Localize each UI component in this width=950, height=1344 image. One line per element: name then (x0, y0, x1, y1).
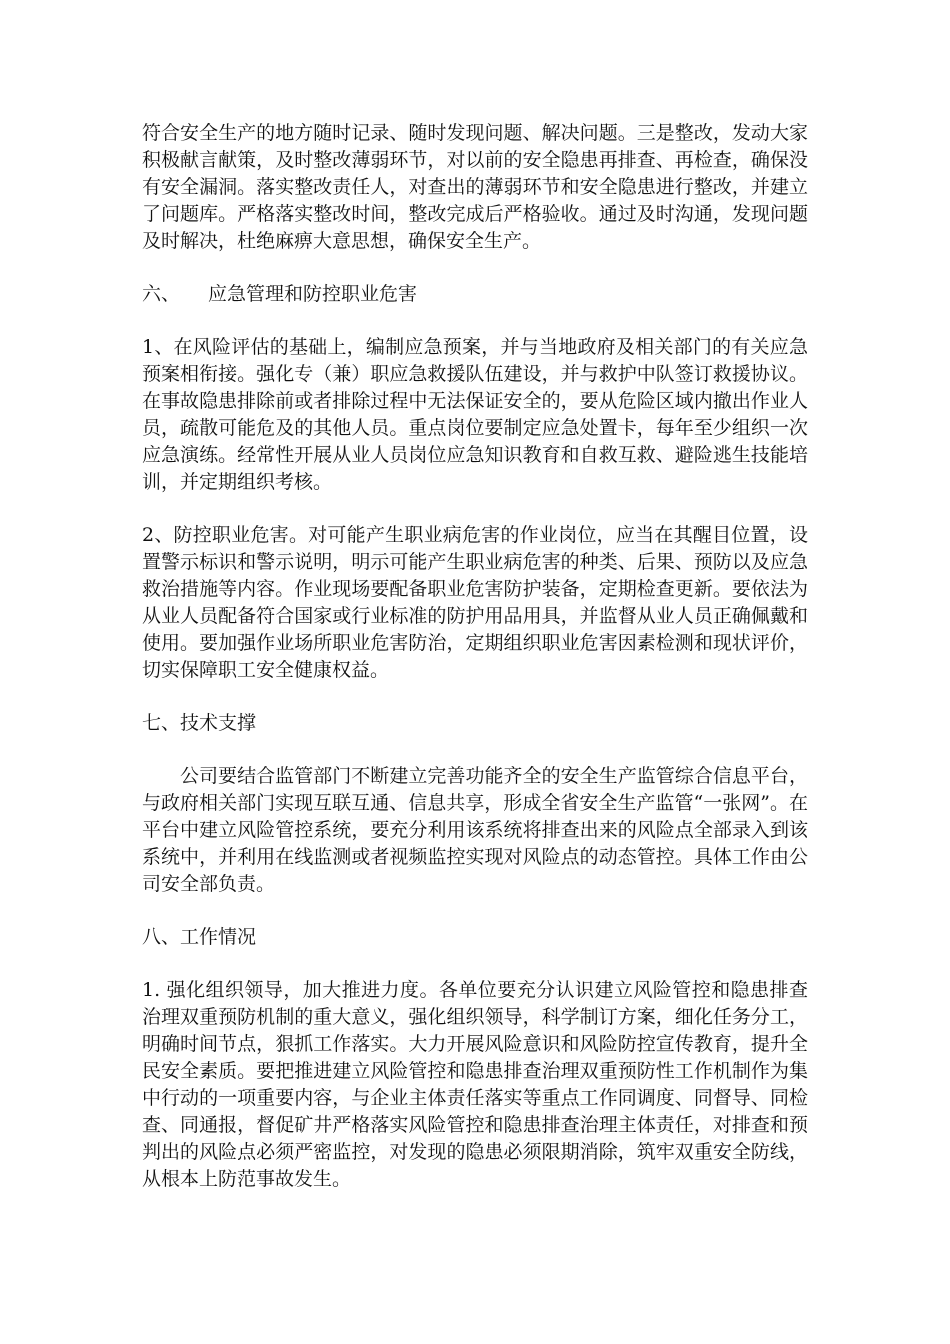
section-title: 工作情况 (180, 926, 257, 948)
document-page (142, 120, 808, 1219)
section-title: 技术支撑 (180, 712, 257, 734)
paragraph-emergency-plan: 1、在风险评估的基础上，编制应急预案，并与当地政府及相关部门的有关应急预案相衔接。强化专（兼）职应急救援队伍建设，并与救护中队签订救援协议。在事故隐患排除前或者排除过程中无法保证安全的，要从危险区域内撤出作业人员，疏散可能危及的其他人员。重点岗位要制定应急处置卡，每年至少组织一次应急演练。经常性开展从业人员岗位应急知识教育和自救互救、避险逃生技能培训，并定期组织考核。 (142, 336, 808, 493)
paragraph-technical-support: 公司要结合监管部门不断建立完善功能齐全的安全生产监管综合信息平台，与政府相关部门实现互联互通、信息共享，形成全省安全生产监管“一张网”。在平台中建立风险管控系统，要充分利用该系统将排查出来的风险点全部录入到该系统中，并利用在线监测或者视频监控实现对风险点的动态管控。具体工作由公司安全部负责。 (142, 765, 808, 895)
section-number: 八、 (142, 926, 181, 948)
paragraph-occupational-hazard: 2、防控职业危害。对可能产生职业病危害的作业岗位，应当在其醒目位置，设置警示标识和警示说明，明示可能产生职业病危害的种类、后果、预防以及应急救治措施等内容。作业现场要配备职业危害防护装备，定期检查更新。要依法为从业人员配备符合国家或行业标准的防护用品用具，并监督从业人员正确佩戴和使用。要加强作业场所职业危害防治，定期组织职业危害因素检测和现状评价，切实保障职工安全健康权益。 (142, 524, 808, 681)
section-heading-8 (142, 924, 808, 951)
section-number: 七、 (142, 712, 181, 734)
section-title: 应急管理和防控职业危害 (208, 283, 418, 305)
paragraph-organization-leadership: 1. 强化组织领导，加大推进力度。各单位要充分认识建立风险管控和隐患排查治理双重预防机制的重大意义，强化组织领导，科学制订方案，细化任务分工，明确时间节点，狠抓工作落实。大力开展风险意识和风险防控宣传教育，提升全民安全素质。要把推进建立风险管控和隐患排查治理双重预防性工作机制作为集中行动的一项重要内容，与企业主体责任落实等重点工作同调度、同督导、同检查、同通报，督促矿井严格落实风险管控和隐患排查治理主体责任，对排查和预判出的风险点必须严密监控，对发现的隐患必须限期消除，筑牢双重安全防线，从根本上防范事故发生。 (142, 979, 808, 1190)
paragraph-rectification: 符合安全生产的地方随时记录、随时发现问题、解决问题。三是整改，发动大家积极献言献策，及时整改薄弱环节，对以前的安全隐患再排查、再检查，确保没有安全漏洞。落实整改责任人，对查出的薄弱环节和安全隐患进行整改，并建立了问题库。严格落实整改时间，整改完成后严格验收。通过及时沟通，发现问题及时解决，杜绝麻痹大意思想，确保安全生产。 (142, 122, 808, 252)
section-heading-6 (142, 281, 808, 308)
section-heading-7 (142, 710, 808, 737)
section-number: 六、 (142, 283, 181, 305)
